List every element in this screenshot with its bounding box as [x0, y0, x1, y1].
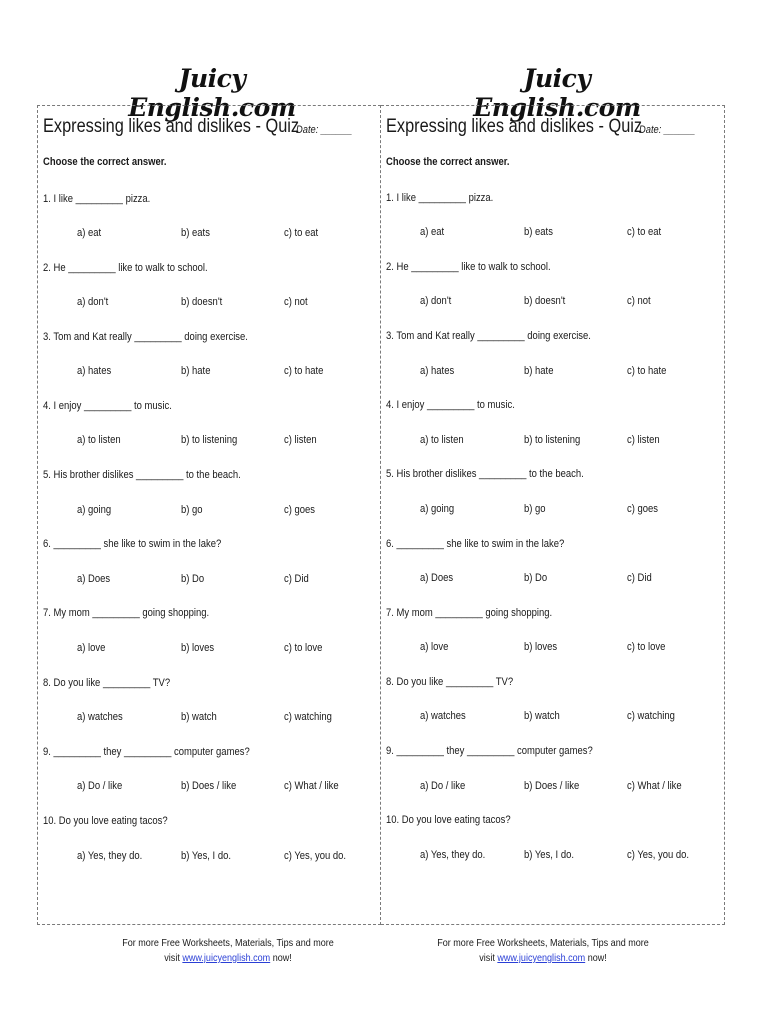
question: 1. I like _________ pizza.: [43, 193, 151, 205]
option-b: b) Yes, I do.: [181, 850, 231, 862]
option-a: a) going: [77, 504, 112, 516]
question: 7. My mom _________ going shopping.: [43, 607, 210, 619]
question: 2. He _________ like to walk to school.: [43, 262, 208, 274]
option-a: a) hates: [420, 365, 455, 377]
footer-right: [413, 936, 673, 966]
option-b: b) loves: [524, 641, 558, 653]
option-a: a) eat: [77, 227, 102, 239]
option-c: c) to hate: [284, 365, 324, 377]
footer-now: now!: [272, 952, 292, 964]
option-c: c) listen: [284, 434, 317, 446]
option-c: c) What / like: [284, 780, 339, 792]
option-c: c) Did: [627, 572, 652, 584]
footer-visit: visit: [479, 952, 495, 964]
quiz-title: Expressing likes and dislikes - Quiz: [386, 116, 643, 137]
date-label: Date: ______: [639, 124, 696, 136]
option-c: c) goes: [284, 504, 316, 516]
question: 10. Do you love eating tacos?: [386, 814, 511, 826]
question: 6. _________ she like to swim in the lake?: [386, 538, 565, 550]
option-b: b) to listening: [181, 434, 238, 446]
option-c: c) listen: [627, 434, 660, 446]
question: 1. I like _________ pizza.: [386, 192, 494, 204]
question: 3. Tom and Kat really _________ doing exercise.: [43, 331, 248, 343]
option-c: c) to eat: [627, 226, 662, 238]
option-b: b) to listening: [524, 434, 581, 446]
question: 6. _________ she like to swim in the lake?: [43, 538, 222, 550]
footer-now: now!: [587, 952, 607, 964]
option-b: b) go: [524, 503, 546, 515]
option-c: c) not: [284, 296, 308, 308]
option-b: b) eats: [524, 226, 553, 238]
option-b: b) eats: [181, 227, 210, 239]
question: 3. Tom and Kat really _________ doing exercise.: [386, 330, 591, 342]
option-a: a) love: [77, 642, 106, 654]
option-a: a) Yes, they do.: [77, 850, 143, 862]
question: 9. _________ they _________ computer games?: [386, 745, 593, 757]
option-a: a) hates: [77, 365, 112, 377]
option-b: b) hate: [181, 365, 211, 377]
footer-left: [98, 936, 358, 966]
option-b: b) Do: [524, 572, 548, 584]
option-b: b) watch: [524, 710, 560, 722]
brand-logo-left: Juicy English.com: [128, 64, 296, 122]
option-a: a) eat: [420, 226, 445, 238]
option-a: a) watches: [77, 711, 123, 723]
footer-text: For more Free Worksheets, Materials, Tips and more: [437, 937, 649, 949]
question: 9. _________ they _________ computer games?: [43, 746, 250, 758]
question: 4. I enjoy _________ to music.: [386, 399, 515, 411]
option-c: c) goes: [627, 503, 659, 515]
option-b: b) Yes, I do.: [524, 849, 574, 861]
option-c: c) watching: [284, 711, 332, 723]
option-a: a) Yes, they do.: [420, 849, 486, 861]
instruction: Choose the correct answer.: [386, 156, 510, 168]
option-b: b) loves: [181, 642, 215, 654]
option-b: b) Does / like: [524, 780, 580, 792]
option-a: a) don't: [420, 295, 452, 307]
brand-logo-right: Juicy English.com: [473, 64, 641, 122]
quiz-sheet-left: [37, 105, 381, 925]
footer-visit: visit: [164, 952, 180, 964]
footer-text: For more Free Worksheets, Materials, Tips and more: [122, 937, 334, 949]
option-b: b) watch: [181, 711, 217, 723]
option-c: c) Yes, you do.: [284, 850, 347, 862]
option-c: c) Did: [284, 573, 309, 585]
date-label: Date: ______: [296, 124, 353, 136]
option-a: a) to listen: [420, 434, 464, 446]
option-a: a) Does: [420, 572, 454, 584]
quiz-sheet-right: [381, 105, 725, 925]
option-c: c) What / like: [627, 780, 682, 792]
option-a: a) to listen: [77, 434, 121, 446]
option-c: c) not: [627, 295, 651, 307]
question: 8. Do you like _________ TV?: [43, 677, 171, 689]
option-a: a) watches: [420, 710, 466, 722]
option-a: a) going: [420, 503, 455, 515]
option-b: b) Do: [181, 573, 205, 585]
option-c: c) to love: [284, 642, 323, 654]
option-b: b) hate: [524, 365, 554, 377]
instruction: Choose the correct answer.: [43, 156, 167, 168]
website-link[interactable]: www.juicyenglish.com: [497, 952, 586, 964]
question: 2. He _________ like to walk to school.: [386, 261, 551, 273]
option-a: a) Does: [77, 573, 111, 585]
option-b: b) doesn't: [181, 296, 223, 308]
quiz-title: Expressing likes and dislikes - Quiz: [43, 116, 300, 137]
option-c: c) watching: [627, 710, 675, 722]
option-a: a) Do / like: [77, 780, 123, 792]
option-c: c) to eat: [284, 227, 319, 239]
option-b: b) Does / like: [181, 780, 237, 792]
option-a: a) love: [420, 641, 449, 653]
question: 10. Do you love eating tacos?: [43, 815, 168, 827]
question: 5. His brother dislikes _________ to the beach.: [386, 468, 584, 480]
question: 5. His brother dislikes _________ to the beach.: [43, 469, 241, 481]
option-a: a) Do / like: [420, 780, 466, 792]
question: 7. My mom _________ going shopping.: [386, 607, 553, 619]
question: 8. Do you like _________ TV?: [386, 676, 514, 688]
option-c: c) to hate: [627, 365, 667, 377]
option-a: a) don't: [77, 296, 109, 308]
option-c: c) to love: [627, 641, 666, 653]
option-b: b) doesn't: [524, 295, 566, 307]
option-c: c) Yes, you do.: [627, 849, 690, 861]
question: 4. I enjoy _________ to music.: [43, 400, 172, 412]
option-b: b) go: [181, 504, 203, 516]
website-link[interactable]: www.juicyenglish.com: [182, 952, 271, 964]
